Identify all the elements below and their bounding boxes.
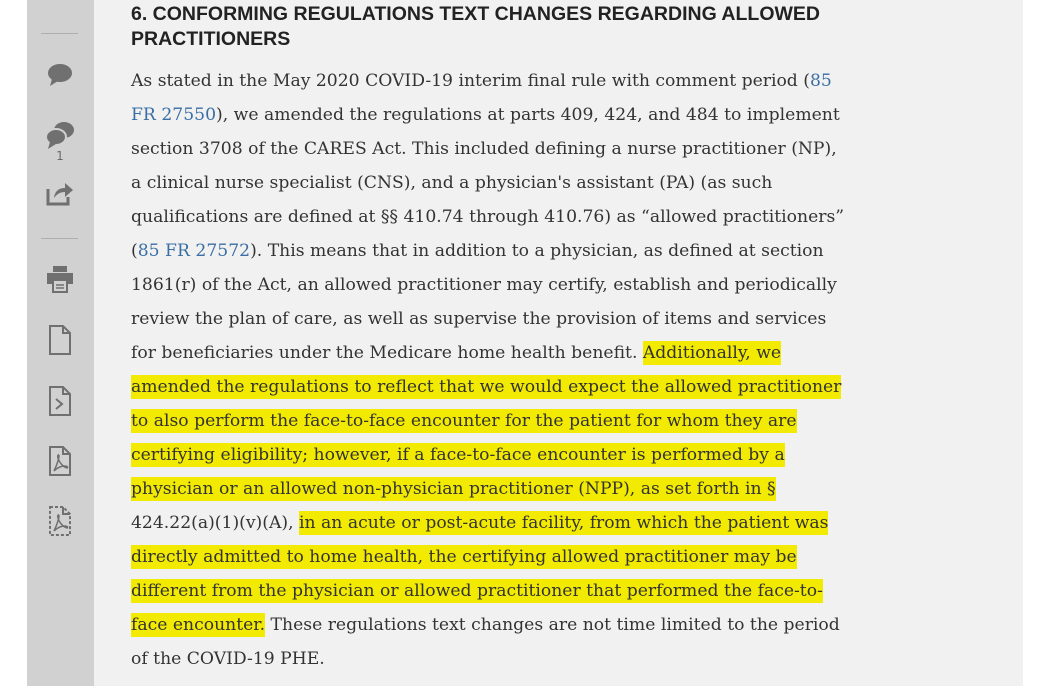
text-line: review the plan of care, as well as supervise the provision of items and services (131, 309, 827, 329)
text-run: As stated in the May 2020 COVID-19 interim final rule with comment period ( (131, 71, 810, 91)
share-icon[interactable] (43, 176, 77, 210)
text-line (131, 506, 861, 540)
text-line (131, 370, 861, 404)
utility-toolbar (27, 0, 94, 686)
section-heading (131, 2, 871, 52)
toolbar-divider (41, 238, 78, 239)
text-line: qualifications are defined at §§ 410.74 through 410.76) as “allowed practitioners” (131, 207, 845, 227)
highlighted-text: to also perform the face-to-face encounter for the patient for whom they are (131, 411, 797, 431)
highlighted-text: certifying eligibility; however, if a face-to-face encounter is performed by a (131, 445, 785, 465)
highlighted-text: Additionally, we (642, 343, 782, 363)
pdf-icon[interactable] (43, 444, 77, 478)
text-line (131, 404, 861, 438)
text-run: ( (131, 241, 138, 261)
highlighted-text: face encounter. (131, 615, 266, 635)
text-line: 1861(r) of the Act, an allowed practitioner may certify, establish and periodically (131, 275, 837, 295)
comment-count: 1 (56, 149, 64, 163)
highlighted-text: in an acute or post-acute facility, from which the patient was (299, 513, 829, 533)
highlighted-text: amended the regulations to reflect that we would expect the allowed practitioner (131, 377, 842, 397)
fr-citation-link[interactable]: FR 27550 (131, 105, 217, 125)
text-line: a clinical nurse specialist (CNS), and a physician's assistant (PA) (as such (131, 173, 773, 193)
text-line: of the COVID-19 PHE. (131, 649, 325, 669)
toolbar-divider (41, 33, 78, 34)
text-run: ), we amended the regulations at parts 409, 424, and 484 to implement (216, 105, 840, 125)
highlighted-text: directly admitted to home health, the certifying allowed practitioner may be (131, 547, 797, 567)
comments-icon[interactable] (43, 118, 77, 152)
text-run: for beneficiaries under the Medicare home health benefit. (131, 343, 643, 363)
heading-line: PRACTITIONERS (131, 28, 291, 50)
heading-line: 6. CONFORMING REGULATIONS TEXT CHANGES REGARDING ALLOWED (131, 3, 821, 25)
text-line (131, 608, 861, 642)
comment-icon[interactable] (43, 58, 77, 92)
text-line (131, 98, 861, 132)
text-line (131, 472, 861, 506)
print-icon[interactable] (43, 262, 77, 296)
text-run: These regulations text changes are not time limited to the period (265, 615, 840, 635)
text-line (131, 438, 861, 472)
highlighted-text: different from the physician or allowed practitioner that performed the face-to- (131, 581, 823, 601)
public-inspection-pdf-icon[interactable] (43, 504, 77, 538)
text-line (131, 574, 861, 608)
text-line (131, 336, 861, 370)
highlighted-text: physician or an allowed non-physician practitioner (NPP), as set forth in § (131, 479, 776, 499)
document-icon[interactable] (43, 323, 77, 357)
text-line: section 3708 of the CARES Act. This included defining a nurse practitioner (NP), (131, 139, 837, 159)
document-dev-icon[interactable] (43, 384, 77, 418)
text-line (131, 234, 861, 268)
section-paragraph (131, 64, 861, 676)
text-line (131, 64, 861, 98)
text-run: 424.22(a)(1)(v)(A), (131, 513, 300, 533)
text-run: ). This means that in addition to a physician, as defined at section (250, 241, 824, 261)
text-line (131, 540, 861, 574)
document-content (94, 0, 1023, 686)
fr-citation-link[interactable]: 85 (809, 71, 832, 91)
fr-citation-link[interactable]: 85 FR 27572 (137, 241, 251, 261)
